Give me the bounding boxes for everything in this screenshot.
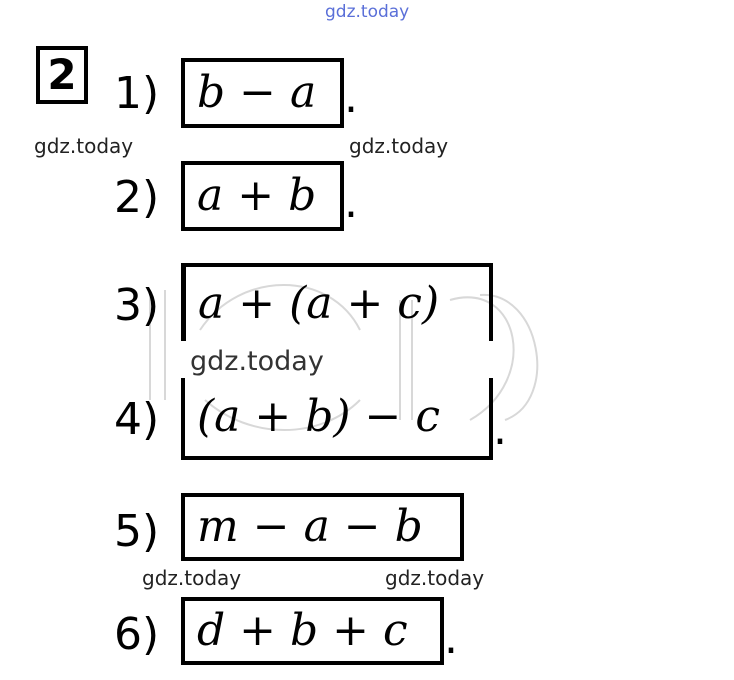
item-number-4: 4): [114, 394, 160, 445]
answer-box-2: [181, 161, 344, 231]
answer-expression-6: d + b + c: [197, 605, 408, 656]
answer-box-4: [181, 378, 493, 460]
answer-box-1: [181, 58, 344, 128]
item-number-2: 2): [114, 172, 160, 223]
answer-expression-5: m − a − b: [197, 501, 423, 552]
answer-period-6: .: [444, 613, 458, 664]
answer-period-4: .: [493, 404, 507, 455]
watermark-top: gdz.today: [325, 2, 410, 22]
answer-period-1: .: [344, 72, 358, 123]
item-number-3: 3): [114, 280, 160, 331]
watermark-right-1: gdz.today: [349, 134, 449, 158]
watermark-left-1: gdz.today: [34, 134, 134, 158]
watermark-middle: gdz.today: [190, 346, 324, 377]
answer-expression-2: a + b: [197, 170, 317, 221]
answer-period-2: .: [344, 177, 358, 228]
item-number-6: 6): [114, 609, 160, 660]
item-number-1: 1): [114, 68, 160, 119]
watermark-right-5: gdz.today: [385, 566, 485, 590]
answer-box-6: [181, 597, 444, 665]
answer-box-3: [181, 263, 493, 341]
answer-expression-4: (a + b) − c: [197, 391, 441, 442]
answer-expression-3: a + (a + c): [198, 278, 440, 329]
answer-expression-1: b − a: [197, 67, 317, 118]
answer-box-5: [181, 493, 464, 561]
task-number: 2: [36, 46, 88, 104]
watermark-left-5: gdz.today: [142, 566, 242, 590]
item-number-5: 5): [114, 506, 160, 557]
